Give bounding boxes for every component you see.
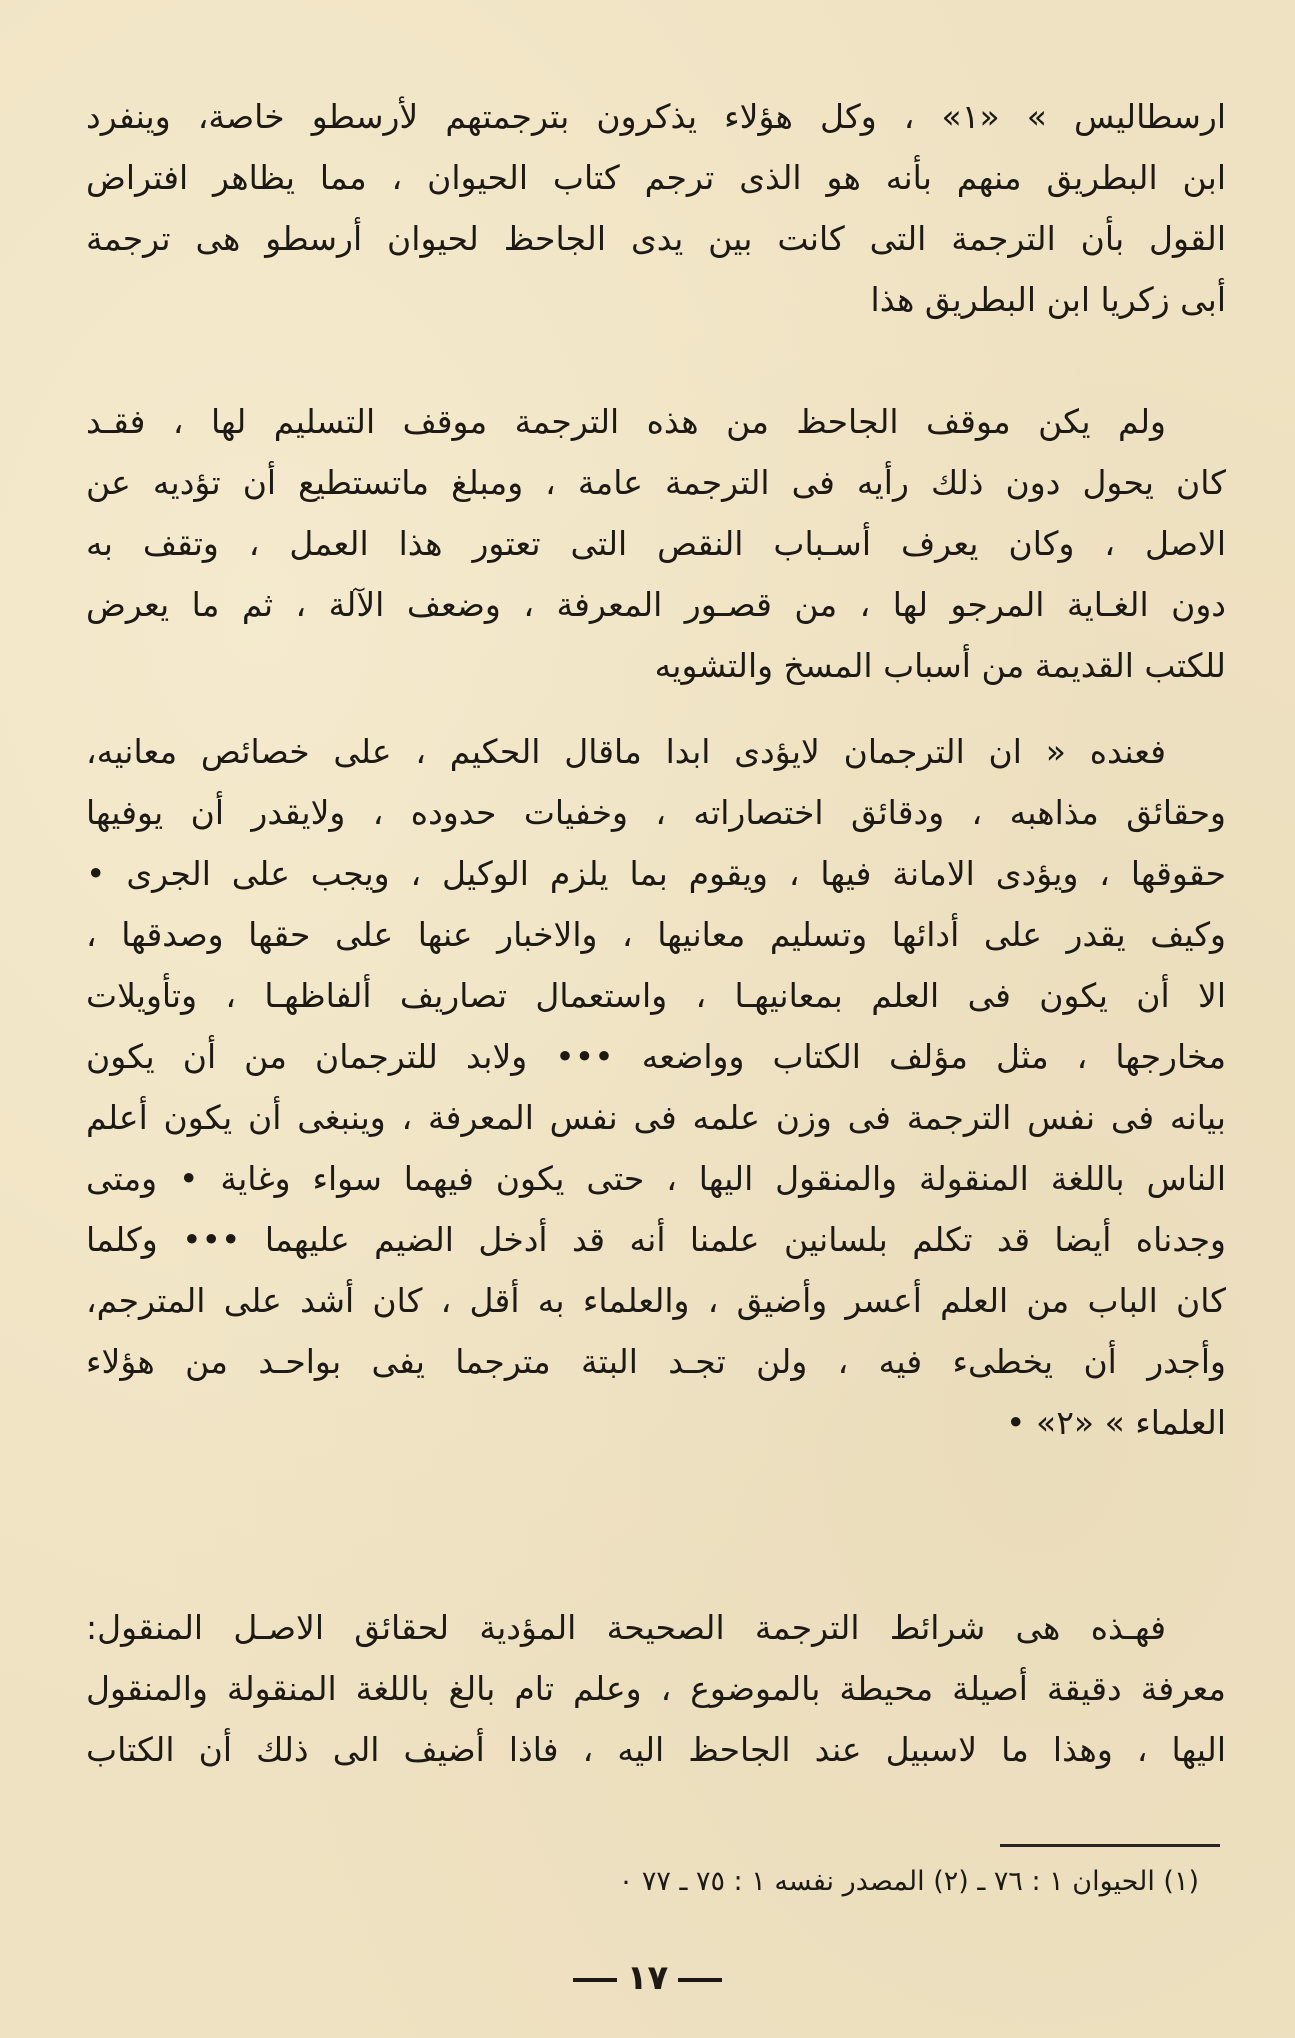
paragraph-4 bbox=[86, 1597, 1226, 1780]
text-line: ارسطاليس » «١» ، وكل هؤلاء يذكرون بترجمتهم لأرسطو خاصة، وينفرد bbox=[86, 97, 1226, 136]
paragraph-2 bbox=[86, 391, 1226, 696]
text-line: دون الغـاية المرجو لها ، من قصـور المعرفة ، وضعف الآلة ، ثم ما يعرض bbox=[86, 585, 1226, 624]
text-line: الا أن يكون فى العلم بمعانيهـا ، واستعمال تصاريف ألفاظهـا ، وتأويلات bbox=[86, 976, 1226, 1015]
paragraph-1 bbox=[86, 86, 1226, 330]
footnote-divider bbox=[1000, 1844, 1220, 1847]
text-line: وحقائق مذاهبه ، ودقائق اختصاراته ، وخفيات حدوده ، ولايقدر أن يوفيها bbox=[86, 793, 1226, 832]
text-line: حقوقها ، ويؤدى الامانة فيها ، ويقوم بما يلزم الوكيل ، ويجب على الجرى • bbox=[86, 854, 1226, 893]
text-line: بيانه فى نفس الترجمة فى وزن علمه فى نفس المعرفة ، وينبغى أن يكون أعلم bbox=[86, 1098, 1226, 1137]
text-line: الاصل ، وكان يعرف أسـباب النقص التى تعتور هذا العمل ، وتقف به bbox=[86, 524, 1226, 563]
text-line: ابن البطريق منهم بأنه هو الذى ترجم كتاب الحيوان ، مما يظاهر افتراض bbox=[86, 158, 1226, 197]
dash-right bbox=[678, 1978, 722, 1982]
text-line: للكتب القديمة من أسباب المسخ والتشويه bbox=[654, 646, 1226, 685]
paragraph-3-quotation bbox=[86, 721, 1226, 1453]
page-number bbox=[0, 1958, 1295, 1998]
text-line: كان يحول دون ذلك رأيه فى الترجمة عامة ، ومبلغ ماتستطيع أن تؤديه عن bbox=[86, 463, 1226, 502]
text-line: فعنده « ان الترجمان لايؤدى ابدا ماقال الحكيم ، على خصائص معانيه، bbox=[86, 732, 1166, 771]
dash-left bbox=[573, 1978, 617, 1982]
text-line: أبى زكريا ابن البطريق هذا bbox=[870, 280, 1226, 319]
text-line: معرفة دقيقة أصيلة محيطة بالموضوع ، وعلم تام بالغ باللغة المنقولة والمنقول bbox=[86, 1669, 1226, 1708]
text-line: ولم يكن موقف الجاحظ من هذه الترجمة موقف التسليم لها ، فقـد bbox=[86, 402, 1166, 441]
text-line: وكيف يقدر على أدائها وتسليم معانيها ، والاخبار عنها على حقها وصدقها ، bbox=[86, 915, 1226, 954]
text-line: اليها ، وهذا ما لاسبيل عند الجاحظ اليه ، فاذا أضيف الى ذلك أن الكتاب bbox=[86, 1730, 1226, 1769]
text-line: الناس باللغة المنقولة والمنقول اليها ، حتى يكون فيهما سواء وغاية • ومتى bbox=[86, 1159, 1226, 1198]
text-line: فهـذه هى شرائط الترجمة الصحيحة المؤدية لحقائق الاصـل المنقول: bbox=[86, 1608, 1166, 1647]
footnotes: (١) الحيوان ١ : ٧٦ ـ (٢) المصدر نفسه ١ : ٧٥ ـ ٧٧ ٠ bbox=[618, 1866, 1199, 1897]
text-line: وأجدر أن يخطىء فيه ، ولن تجـد البتة مترجما يفى بواحـد من هؤلاء bbox=[86, 1342, 1226, 1381]
text-line: مخارجها ، مثل مؤلف الكتاب وواضعه ••• ولابد للترجمان من أن يكون bbox=[86, 1037, 1226, 1076]
page-number-value: ١٧ bbox=[626, 1958, 669, 1998]
text-line: وجدناه أيضا قد تكلم بلسانين علمنا أنه قد أدخل الضيم عليهما ••• وكلما bbox=[86, 1220, 1226, 1259]
text-line: القول بأن الترجمة التى كانت بين يدى الجاحظ لحيوان أرسطو هى ترجمة bbox=[86, 219, 1226, 258]
text-line: العلماء » «٢» • bbox=[1006, 1403, 1226, 1442]
text-line: كان الباب من العلم أعسر وأضيق ، والعلماء به أقل ، كان أشد على المترجم، bbox=[86, 1281, 1226, 1320]
